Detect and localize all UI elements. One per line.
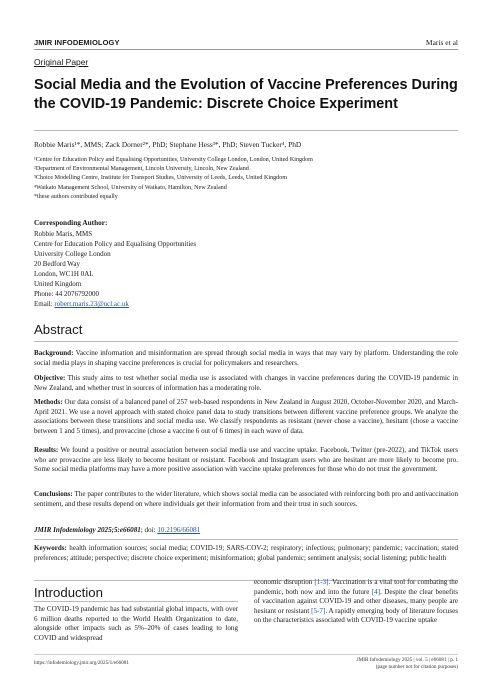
corr-line: Robbie Maris, MMS bbox=[34, 230, 93, 238]
introduction-divider bbox=[34, 601, 238, 602]
intro-left-column: The COVID-19 pandemic has had substantial global impacts, with over 6 million deaths reported to the World Health Organization to date, alongside other impacts such as 5%–20% of cases leading to long COVID and widespread bbox=[34, 605, 238, 642]
methods-text: Our data consist of a balanced panel of 257 web-based respondents in New Zealand in August 2020, October-November 2020, and March-April 2021. We use a novel approach with stated choice panel data to study transitions between different vaccine preference groups. We analyze the associations between these transitions and social media use. We classify respondents as resistant (never chose a vaccine), hesitant (chose a vaccine between 1 and 5 times), and provaccine (chose a vaccine 6 out of 6 times) in each wave of data. bbox=[34, 398, 458, 435]
abstract-results bbox=[34, 446, 458, 475]
affiliation: ³Choice Modelling Centre, Institute for Transport Studies, University of Leeds, Leeds, United Kingdom bbox=[34, 175, 287, 182]
affiliation: ¹Centre for Education Policy and Equalising Opportunities, University College London, London, United Kingdom bbox=[34, 157, 313, 163]
footer-journal-line: JMIR Infodemiology 2025 | vol. 5 | e66081 | p. 1 bbox=[356, 657, 458, 663]
methods-label: Methods: bbox=[34, 398, 63, 406]
intro-text: . A rapidly emerging body of literature focuses on the characteristics associated with COVID-19 vaccine uptake bbox=[254, 606, 458, 625]
keywords-label: Keywords: bbox=[34, 544, 67, 552]
corr-line: London, WC1H 0AL bbox=[34, 270, 94, 278]
background-text: Vaccine information and misinformation are spread through social media in ways that may vary by platform. Understanding the role social media plays in shaping vaccine preferences is crucial for policymakers and researchers. bbox=[34, 349, 458, 367]
keywords-top-divider bbox=[34, 539, 458, 540]
abstract-divider bbox=[34, 341, 458, 342]
intro-text: . Despite the clear benefits of vaccination against COVID-19 and other diseases, many people are hesitant or resistant bbox=[254, 587, 459, 615]
footer-divider bbox=[34, 654, 458, 655]
intro-text: . Vaccination is a vital tool for combating the pandemic, both now and into the future bbox=[254, 578, 458, 596]
objective-label: Objective: bbox=[34, 374, 66, 382]
affiliation: ²Department of Environmental Management, Lincoln University, Lincoln, New Zealand bbox=[34, 166, 249, 173]
objective-text: This study aims to test whether social media use is associated with changes in vaccine preferences during the COVID-19 pandemic in New Zealand, and whether trust in sources of information has a moderating role. bbox=[34, 374, 458, 392]
footer-url: https://infodemiology.jmir.org/2025/1/e66081 bbox=[34, 660, 129, 666]
affiliations bbox=[34, 156, 313, 202]
reference-link[interactable]: [5-7] bbox=[311, 606, 326, 615]
abstract-objective bbox=[34, 374, 458, 393]
keywords-block bbox=[34, 544, 458, 563]
results-label: Results: bbox=[34, 446, 59, 454]
footer-page-info bbox=[357, 657, 458, 671]
footer-note: (page number not for citation purposes) bbox=[375, 664, 458, 670]
citation-text: JMIR Infodemiology 2025;5:e66081 bbox=[34, 526, 141, 534]
affiliation-note: *these authors contributed equally bbox=[34, 193, 118, 200]
title-divider bbox=[34, 130, 458, 131]
introduction-heading: Introduction bbox=[34, 585, 103, 600]
doi-label: ; doi: bbox=[140, 526, 156, 534]
corr-email-line bbox=[34, 299, 196, 309]
running-author: Maris et al bbox=[425, 38, 458, 47]
abstract-conclusions bbox=[34, 490, 458, 509]
keywords-text: health information sources; social media; COVID-19; SARS-COV-2; respiratory; infectious; pulmonary; pandemic; vaccination; stated preferences; attitude; perspective; discrete choice experiment; misinformation; global pandemic; sentiment analysis; social listening; public health bbox=[34, 544, 458, 562]
conclusions-label: Conclusions: bbox=[34, 490, 73, 498]
conclusions-text: The paper contributes to the wider literature, which shows social media can be associated with reinforcing both pro and antivaccination sentiment, and these results depend on where individuals get their information from and their trust in such sources. bbox=[34, 490, 458, 508]
journal-name: JMIR INFODEMIOLOGY bbox=[34, 38, 120, 47]
email-label: Email: bbox=[34, 300, 53, 308]
corr-line: 20 Bedford Way bbox=[34, 260, 80, 268]
corr-line: University College London bbox=[34, 250, 111, 258]
article-title: Social Media and the Evolution of Vaccine Preferences During the COVID-19 Pandemic: Discrete Choice Experiment bbox=[34, 77, 458, 112]
doi-link[interactable]: 10.2196/66081 bbox=[157, 526, 201, 534]
header-divider bbox=[34, 49, 458, 50]
abstract-background bbox=[34, 349, 458, 368]
intro-text: economic disruption bbox=[254, 578, 315, 586]
intro-right-column bbox=[254, 578, 458, 626]
corresponding-author-block bbox=[34, 229, 196, 309]
corr-line: Phone: 44 2076792000 bbox=[34, 290, 99, 298]
background-label: Background: bbox=[34, 349, 74, 357]
corr-line: United Kingdom bbox=[34, 280, 82, 288]
corresponding-author-heading: Corresponding Author: bbox=[34, 218, 108, 227]
affiliation: ⁴Waikato Management School, University of Waikato, Hamilton, New Zealand bbox=[34, 184, 227, 191]
article-type: Original Paper bbox=[34, 57, 89, 67]
reference-link[interactable]: [1-3] bbox=[314, 578, 329, 586]
corr-line: Centre for Education Policy and Equalising Opportunities bbox=[34, 240, 197, 248]
author-list: Robbie Maris¹*, MMS; Zack Dorner²*, PhD; Stephane Hess³*, PhD; Steven Tucker⁴, PhD bbox=[34, 140, 302, 149]
abstract-methods bbox=[34, 398, 458, 436]
results-text: We found a positive or neutral association between social media use and vaccine uptake. Facebook, Twitter (pre-2022), and TikTok users who are provaccine are less likely to become hesitant or resistant. Facebook and Instagram users who are hesitant are more likely to become pro. Some social media platforms may have a more positive association with vaccine uptake preferences for those who do not trust the government. bbox=[34, 446, 458, 474]
reference-link[interactable]: [4] bbox=[371, 587, 381, 596]
citation-line bbox=[34, 526, 200, 534]
abstract-heading: Abstract bbox=[34, 322, 83, 337]
email-link[interactable]: robert.maris.23@ucl.ac.uk bbox=[54, 300, 129, 308]
